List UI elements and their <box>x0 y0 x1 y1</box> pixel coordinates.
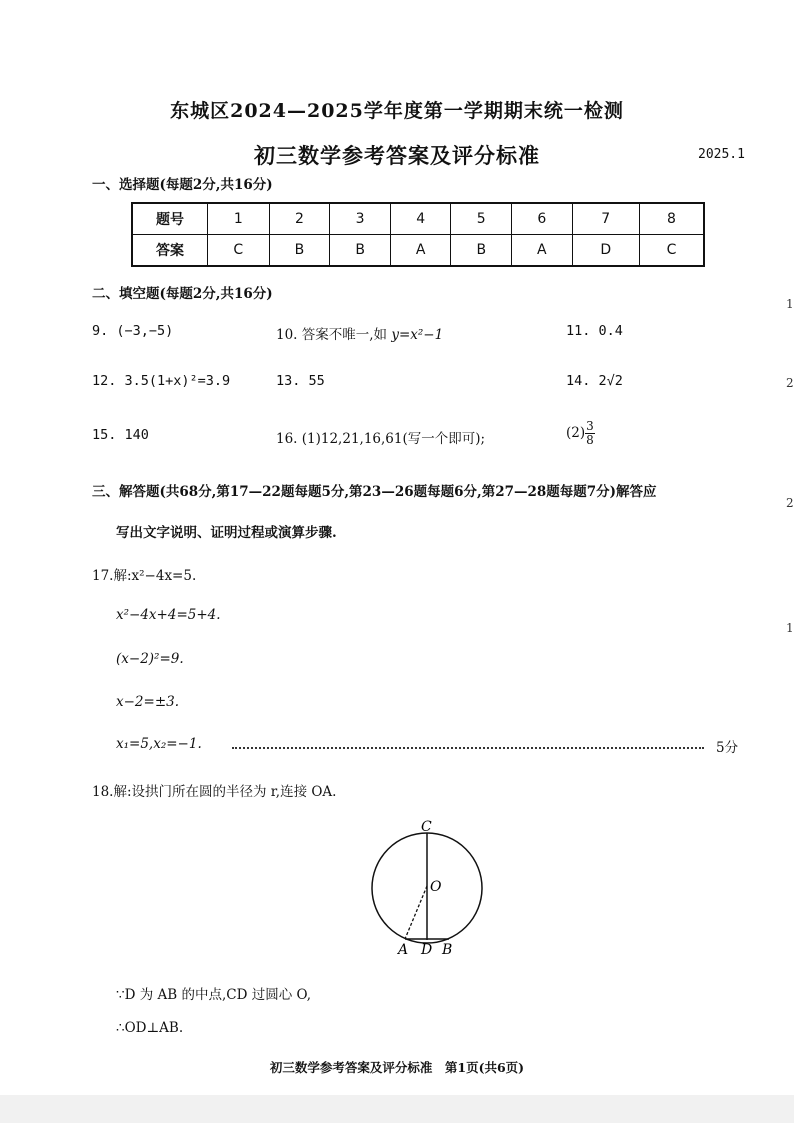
table-row-answers <box>132 235 704 267</box>
q17-line2: x²−4x+4=5+4. <box>116 607 221 623</box>
question-number: 5 <box>451 203 512 235</box>
fraction-denominator: 8 <box>586 433 594 447</box>
q18-line2: ∵D 为 AB 的中点,CD 过圆心 O, <box>116 987 312 1003</box>
row-label-answer: 答案 <box>132 235 208 267</box>
answer-cell: A <box>512 235 572 267</box>
question-number: 7 <box>572 203 639 235</box>
question-number: 4 <box>390 203 450 235</box>
question-number: 2 <box>269 203 330 235</box>
adjacent-page-edge: 1 <box>786 621 794 635</box>
q17-line3: (x−2)²=9. <box>116 651 184 667</box>
q17-line4: x−2=±3. <box>116 694 180 710</box>
q18-line3: ∴OD⊥AB. <box>116 1020 184 1036</box>
segment-oa <box>405 886 427 939</box>
answer-q10 <box>276 323 443 343</box>
answer-table <box>131 202 705 267</box>
question-number: 6 <box>512 203 572 235</box>
circle-figure <box>360 810 500 960</box>
fraction <box>585 420 595 447</box>
score-leader-dots <box>232 739 704 749</box>
answer-cell: B <box>330 235 391 267</box>
answer-cell: B <box>451 235 512 267</box>
row-label-question: 题号 <box>132 203 208 235</box>
exam-date: 2025.1 <box>698 147 745 162</box>
document-title: 初三数学参考答案及评分标准 <box>254 143 540 168</box>
adjacent-page-edge: 2 <box>786 376 794 390</box>
answer-cell: C <box>639 235 704 267</box>
answer-q14 <box>566 373 623 389</box>
label-a: A <box>398 942 409 958</box>
table-row-questions <box>132 203 704 235</box>
section2-heading: 二、填空题(每题2分,共16分) <box>92 286 273 302</box>
answer-cell: B <box>269 235 330 267</box>
q10-prefix: 10. 答案不唯一,如 <box>276 327 392 343</box>
q16-part2-prefix: (2) <box>566 425 586 441</box>
answer-cell: A <box>390 235 450 267</box>
question-number: 1 <box>208 203 270 235</box>
question-number: 3 <box>330 203 391 235</box>
label-b: B <box>442 942 453 958</box>
adjacent-page-edge: 1 <box>786 297 794 311</box>
section3-heading: 三、解答题(共68分,第17—22题每题5分,第23—26题每题6分,第27—28题每题7分)解答应 <box>92 484 657 500</box>
q10-expression: y=x²−1 <box>391 327 444 343</box>
label-c: C <box>421 819 432 835</box>
answer-q13: 13. 55 <box>276 373 325 389</box>
q14-radical: √2 <box>606 373 623 389</box>
question-number: 8 <box>639 203 704 235</box>
answer-q11: 11. 0.4 <box>566 323 623 339</box>
section3-instruction: 写出文字说明、证明过程或演算步骤. <box>116 525 337 541</box>
answer-cell: D <box>572 235 639 267</box>
q17-line1: 17.解:x²−4x=5. <box>92 568 197 584</box>
q14-prefix: 14. 2 <box>566 373 607 389</box>
answer-cell: C <box>208 235 270 267</box>
adjacent-page-edge: 2 <box>786 496 794 510</box>
fraction-numerator: 3 <box>586 419 594 433</box>
answer-q15: 15. 140 <box>92 427 149 443</box>
label-o: O <box>430 879 442 895</box>
label-d: D <box>421 942 433 958</box>
section1-heading: 一、选择题(每题2分,共16分) <box>92 177 273 193</box>
viewer-bottom-margin <box>0 1095 794 1123</box>
answer-q16-part1: 16. (1)12,21,16,61(写一个即可); <box>276 431 486 447</box>
q17-score: 5分 <box>716 740 739 756</box>
answer-q12: 12. 3.5(1+x)²=3.9 <box>92 373 231 389</box>
exam-title: 东城区2024—2025学年度第一学期期末统一检测 <box>170 100 624 122</box>
q17-line5: x₁=5,x₂=−1. <box>116 736 202 752</box>
answer-q9: 9. (−3,−5) <box>92 323 174 339</box>
answer-q16-part2 <box>566 420 595 447</box>
q18-line1: 18.解:设拱门所在圆的半径为 r,连接 OA. <box>92 784 337 800</box>
page-footer: 初三数学参考答案及评分标准 第1页(共6页) <box>269 1060 525 1075</box>
